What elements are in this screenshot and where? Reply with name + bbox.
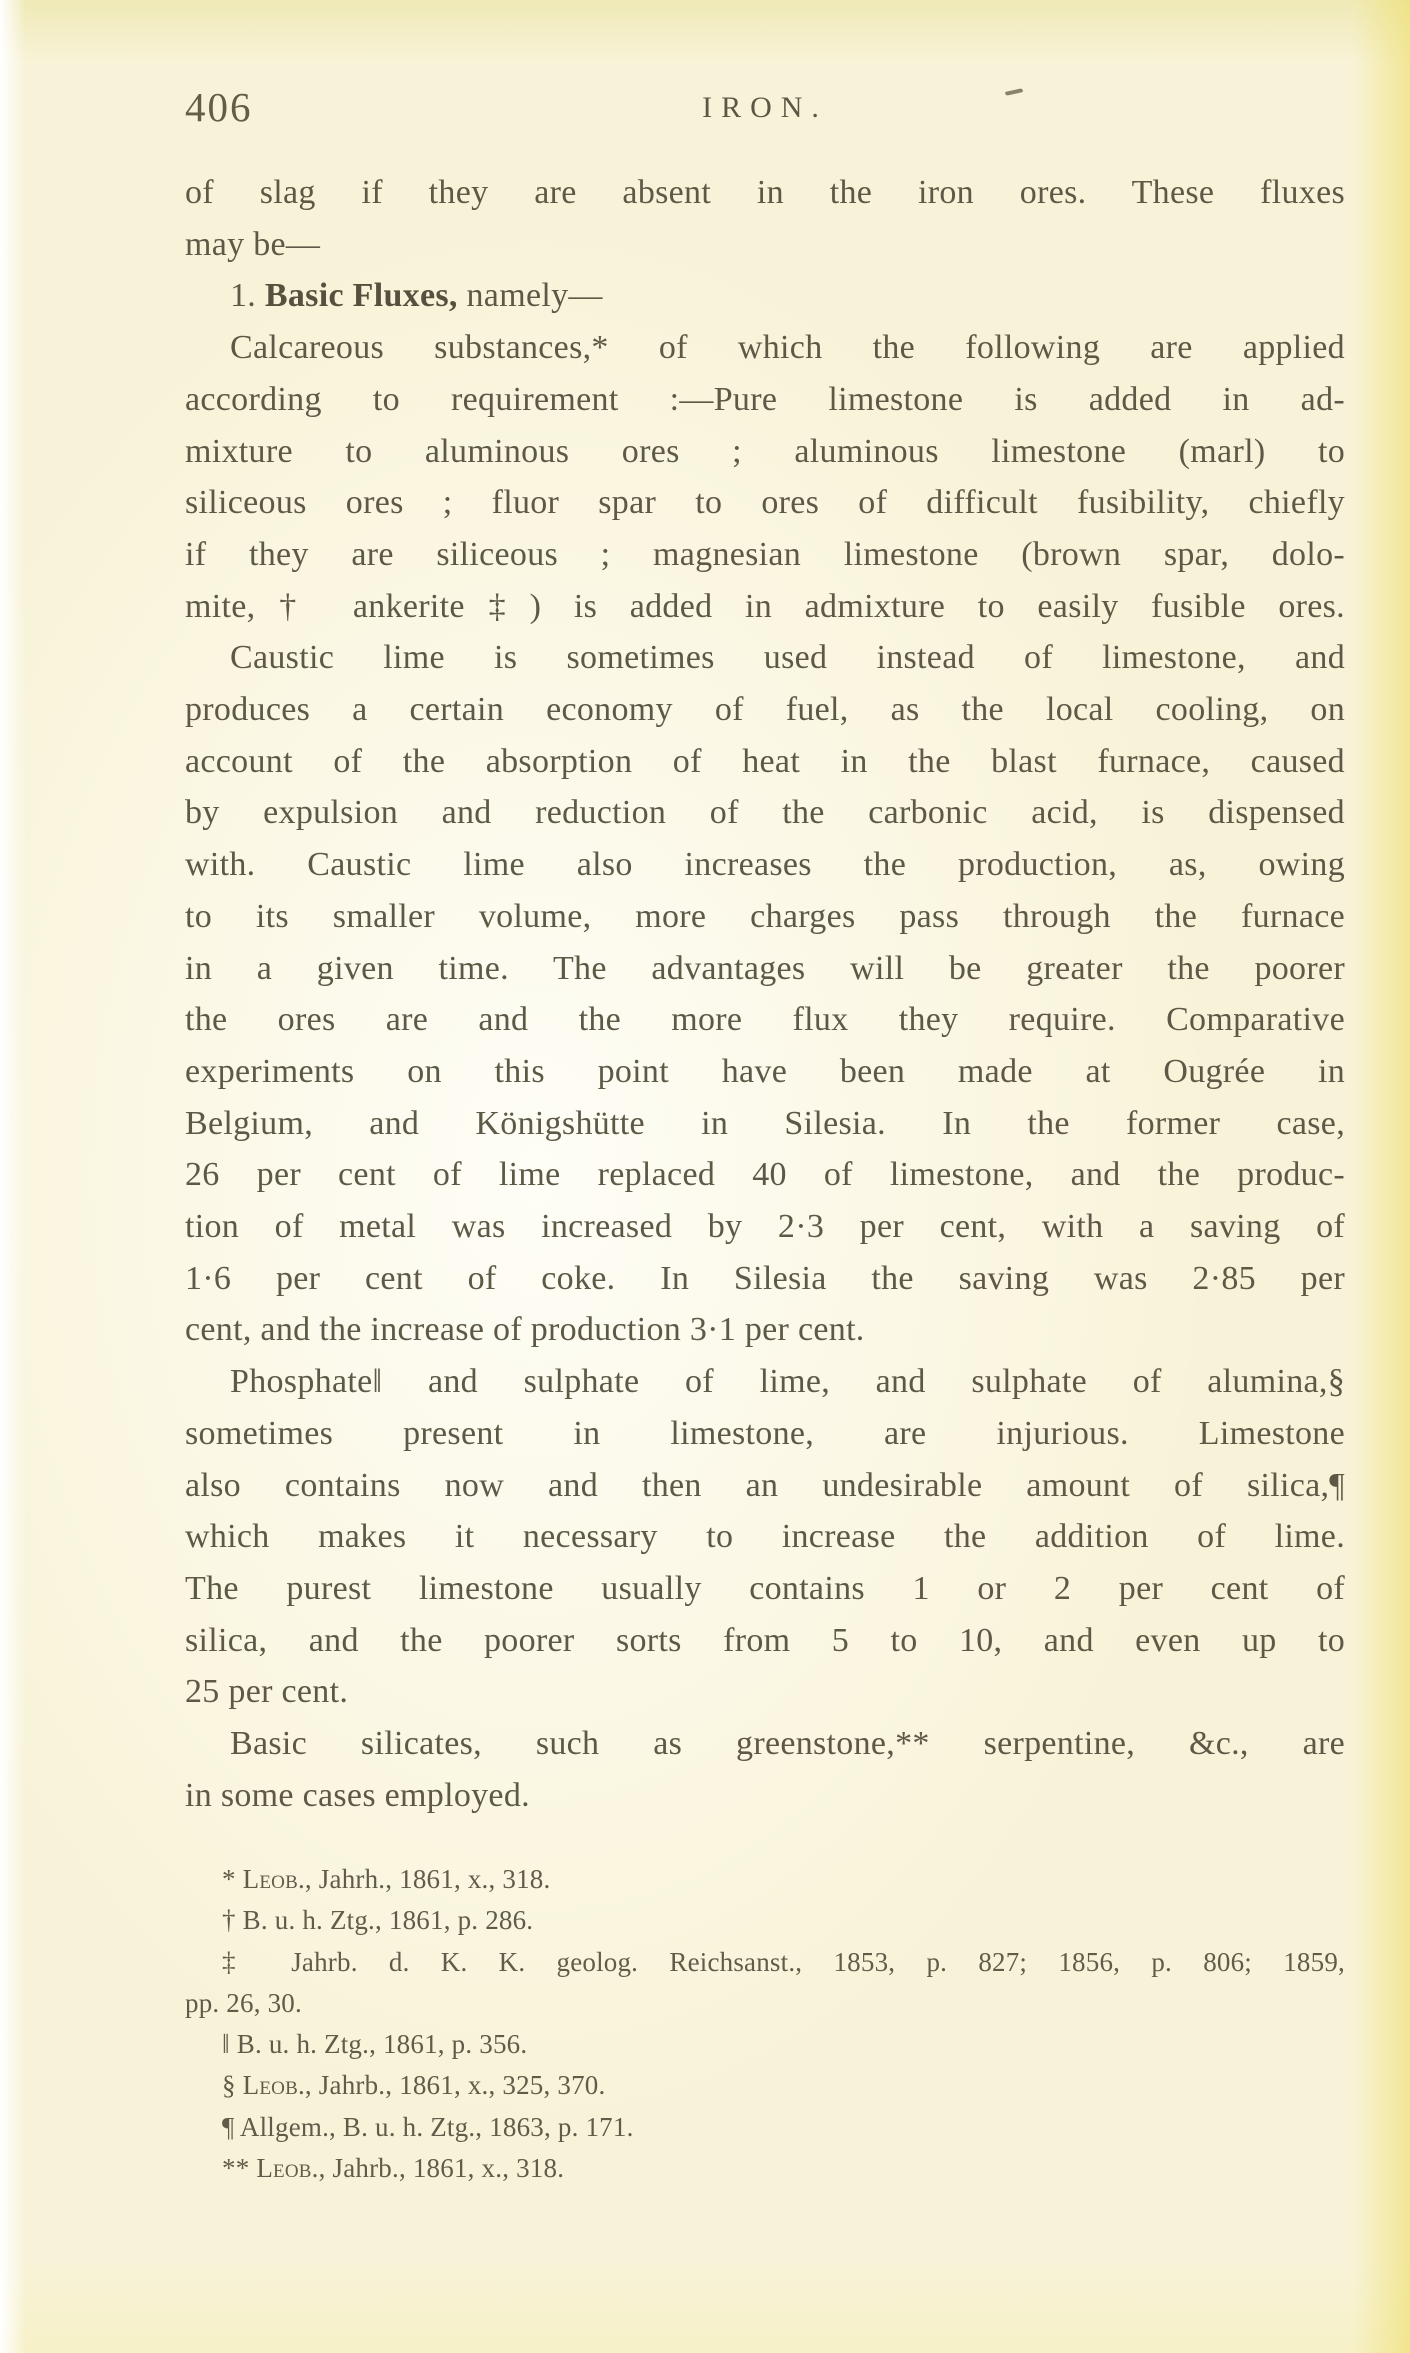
body-line: Phosphate‖ and sulphate of lime, and sulphate of alumina,§ <box>230 1363 1345 1401</box>
small-caps-text: Leob. <box>242 1864 305 1894</box>
body-line: siliceous ores ; fluor spar to ores of difficult fusibility, chiefly <box>185 484 1345 522</box>
body-line: produces a certain economy of fuel, as the local cooling, on <box>185 691 1345 729</box>
body-line: cent, and the increase of production 3·1 per cent. <box>185 1311 865 1349</box>
body-line: tion of metal was increased by 2·3 per cent, with a saving of <box>185 1208 1345 1246</box>
body-line: in a given time. The advantages will be greater the poorer <box>185 949 1345 987</box>
footnote-line <box>185 2065 1345 2106</box>
body-line: if they are siliceous ; magnesian limestone (brown spar, dolo- <box>185 535 1345 573</box>
body-line: Caustic lime is sometimes used instead of limestone, and <box>230 639 1345 677</box>
body-line: 25 per cent. <box>185 1673 349 1711</box>
footnote-line <box>185 1900 1345 1941</box>
body-line: by expulsion and reduction of the carbonic acid, is dispensed <box>185 794 1345 832</box>
page-header <box>185 84 1345 134</box>
body-text <box>185 167 1345 1822</box>
body-line: 1·6 per cent of coke. In Silesia the saving was 2·85 per <box>185 1259 1345 1297</box>
footnote-line <box>185 2148 1345 2189</box>
text-segment: , Jahrh., 1861, x., 318. <box>304 1864 551 1894</box>
text-segment: ** <box>222 2153 257 2184</box>
body-line <box>185 270 1345 322</box>
footnotes <box>185 1859 1345 2189</box>
body-line: silica, and the poorer sorts from 5 to 10, and even up to <box>185 1621 1345 1659</box>
bold-text: Basic Fluxes, <box>264 277 458 315</box>
text-segment: ‡ Jahrb. d. K. K. geolog. Reichsanst., 1853, p. 827; 1856, p. 806; 1859, <box>222 1946 1345 1977</box>
text-segment: , Jahrb., 1861, x., 325, 370. <box>304 2070 606 2101</box>
body-line: Belgium, and Königshütte in Silesia. In the former case, <box>185 1104 1345 1142</box>
body-line: 26 per cent of lime replaced 40 of limestone, and the produc- <box>185 1156 1345 1194</box>
body-line: experiments on this point have been made at Ougrée in <box>185 1052 1345 1090</box>
text-segment: pp. 26, 30. <box>185 1987 302 2018</box>
body-line: the ores are and the more flux they require. Comparative <box>185 1001 1345 1039</box>
body-line: account of the absorption of heat in the blast furnace, caused <box>185 742 1345 780</box>
body-line: of slag if they are absent in the iron ores. These fluxes <box>185 174 1345 211</box>
footnote-line <box>185 1942 1345 1983</box>
footnote-line <box>185 1859 1345 1900</box>
body-line: which makes it necessary to increase the addition of lime. <box>185 1518 1345 1556</box>
body-line: according to requirement :—Pure limestone is added in ad- <box>185 380 1345 418</box>
body-line: also contains now and then an undesirable amount of silica,¶ <box>185 1466 1345 1504</box>
text-segment: namely— <box>457 277 603 315</box>
body-line: in some cases employed. <box>185 1776 530 1814</box>
small-caps-text: Leob. <box>242 2070 305 2101</box>
footnote-line <box>185 2107 1345 2148</box>
text-segment: 1. <box>230 277 265 315</box>
body-line: to its smaller volume, more charges pass through the furnace <box>185 897 1345 935</box>
body-line: may be— <box>185 225 321 263</box>
text-segment: , Jahrb., 1861, x., 318. <box>318 2153 565 2184</box>
text-segment: § <box>222 2070 243 2101</box>
body-line: with. Caustic lime also increases the production, as, owing <box>185 846 1345 884</box>
footnote-line <box>185 2024 1345 2065</box>
body-line: The purest limestone usually contains 1 or 2 per cent of <box>185 1569 1345 1607</box>
body-line: Calcareous substances,* of which the following are applied <box>230 329 1345 367</box>
text-segment: ¶ Allgem., B. u. h. Ztg., 1863, p. 171. <box>222 2111 634 2142</box>
text-segment: * <box>222 1864 243 1894</box>
body-line: mite,† ankerite‡) is added in admixture to easily fusible ores. <box>185 587 1345 625</box>
small-caps-text: Leob. <box>256 2153 319 2184</box>
body-line: sometimes present in limestone, are injurious. Limestone <box>185 1414 1345 1452</box>
running-title: IRON. <box>702 91 828 124</box>
footnote-line <box>185 1983 1345 2024</box>
body-line: Basic silicates, such as greenstone,** serpentine, &c., are <box>230 1725 1345 1763</box>
text-segment: ‖ B. u. h. Ztg., 1861, p. 356. <box>222 2029 528 2060</box>
page-number: 406 <box>185 84 253 130</box>
text-segment: † B. u. h. Ztg., 1861, p. 286. <box>222 1905 534 1936</box>
body-line: mixture to aluminous ores ; aluminous limestone (marl) to <box>185 432 1345 470</box>
